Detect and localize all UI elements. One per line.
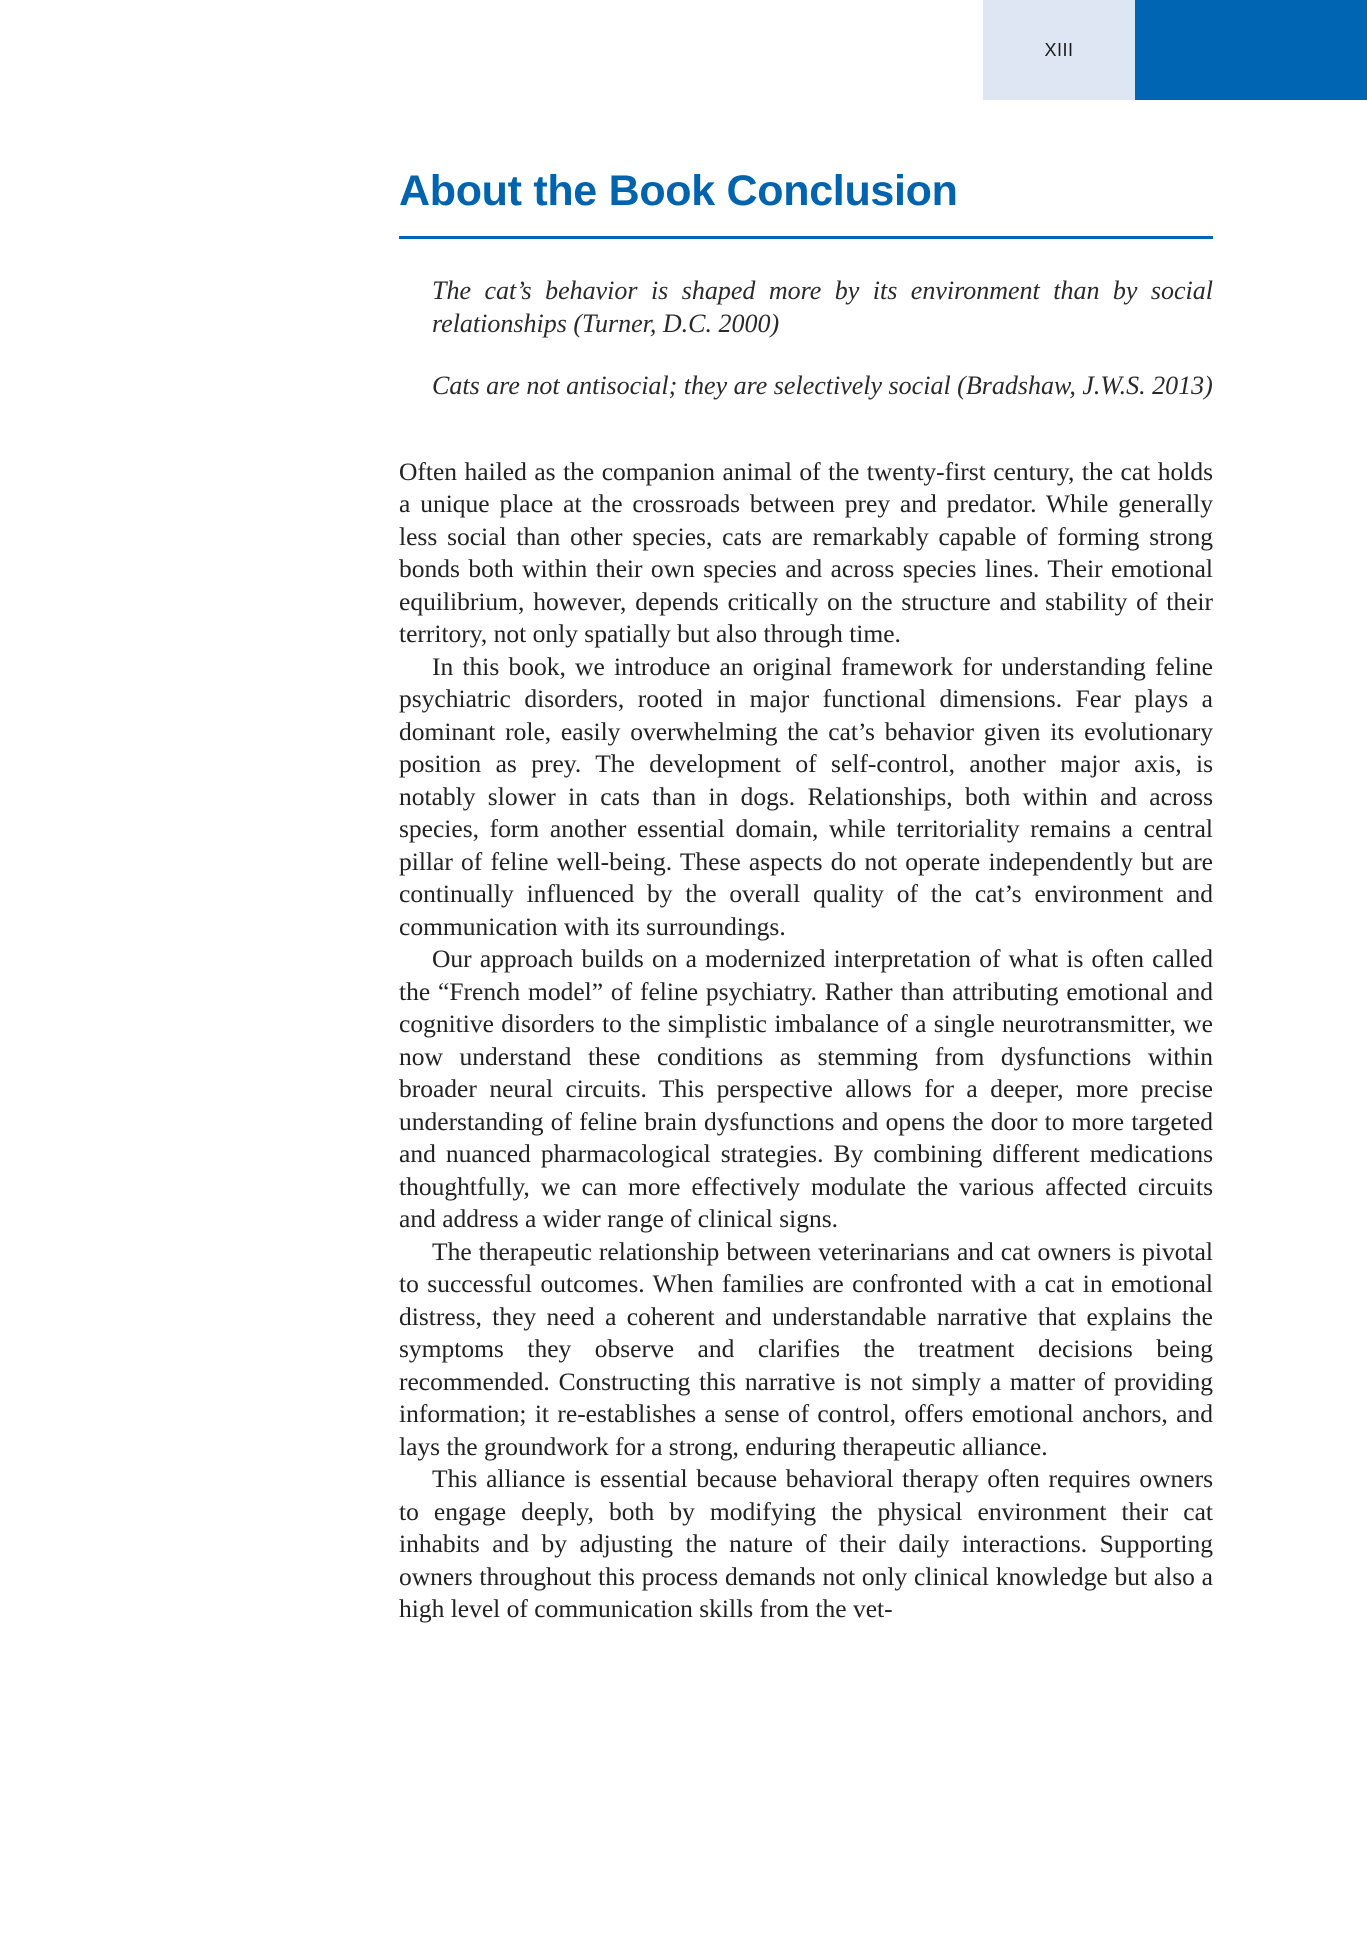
body-text [399,456,1213,1626]
body-paragraph: The therapeutic relationship between veterinarians and cat owners is pivotal to successful outcomes. When families are confronted with a cat in emotional distress, they need a coherent and understandable narrative that explains the symptoms they observe and clarifies the treatment decisions being recommended. Constructing this narrative is not simply a matter of providing information; it re-establishes a sense of control, offers emotional anchors, and lays the groundwork for a strong, enduring therapeutic alliance. [399,1236,1213,1461]
corner-accent-block [1135,0,1367,100]
page-number-tab [983,0,1135,100]
body-paragraph: Our approach builds on a modernized interpretation of what is often called the “French model” of feline psychiatry. Rather than attributing emotional and cognitive disorders to the simplistic imbalance of a single neurotransmitter, we now understand these conditions as stemming from dysfunctions within broader neural circuits. This perspective allows for a deeper, more precise understanding of feline brain dysfunctions and opens the door to more targeted and nuanced pharmacological strategies. By combining different medications thoughtfully, we can more effectively modulate the various affected circuits and address a wider range of clinical signs. [399,944,1213,1233]
chapter-title: About the Book Conclusion [399,160,1213,239]
page-content [399,160,1213,1626]
epigraphs [399,275,1213,403]
epigraph-quote: The cat’s behavior is shaped more by its environment than by social relationships (Turner, D.C. 2000) [432,276,1213,338]
epigraph-quote: Cats are not antisocial; they are selectively social (Bradshaw, J.W.S. 2013) [432,371,1213,400]
body-paragraph: In this book, we introduce an original framework for understanding feline psychiatric disorders, rooted in major functional dimensions. Fear plays a dominant role, easily overwhelming the cat’s behavior given its evolutionary position as prey. The development of self-control, another major axis, is notably slower in cats than in dogs. Relationships, both within and across species, form another essential domain, while territoriality remains a central pillar of feline well-being. These aspects do not operate independently but are continually influenced by the overall quality of the cat’s environment and communication with its surroundings. [399,651,1213,941]
body-paragraph: Often hailed as the companion animal of the twenty-first century, the cat holds a unique place at the crossroads between prey and predator. While generally less social than other species, cats are remarkably capable of forming strong bonds both within their own species and across species lines. Their emotional equilibrium, however, depends critically on the structure and stability of their territory, not only spatially but also through time. [399,456,1213,648]
page-number: XIII [1044,39,1074,60]
body-paragraph: This alliance is essential because behavioral therapy often requires owners to engage deeply, both by modifying the physical environment their cat inhabits and by adjusting the nature of their daily interactions. Supporting owners throughout this process demands not only clinical knowledge but also a high level of communication skills from the vet- [399,1464,1213,1623]
